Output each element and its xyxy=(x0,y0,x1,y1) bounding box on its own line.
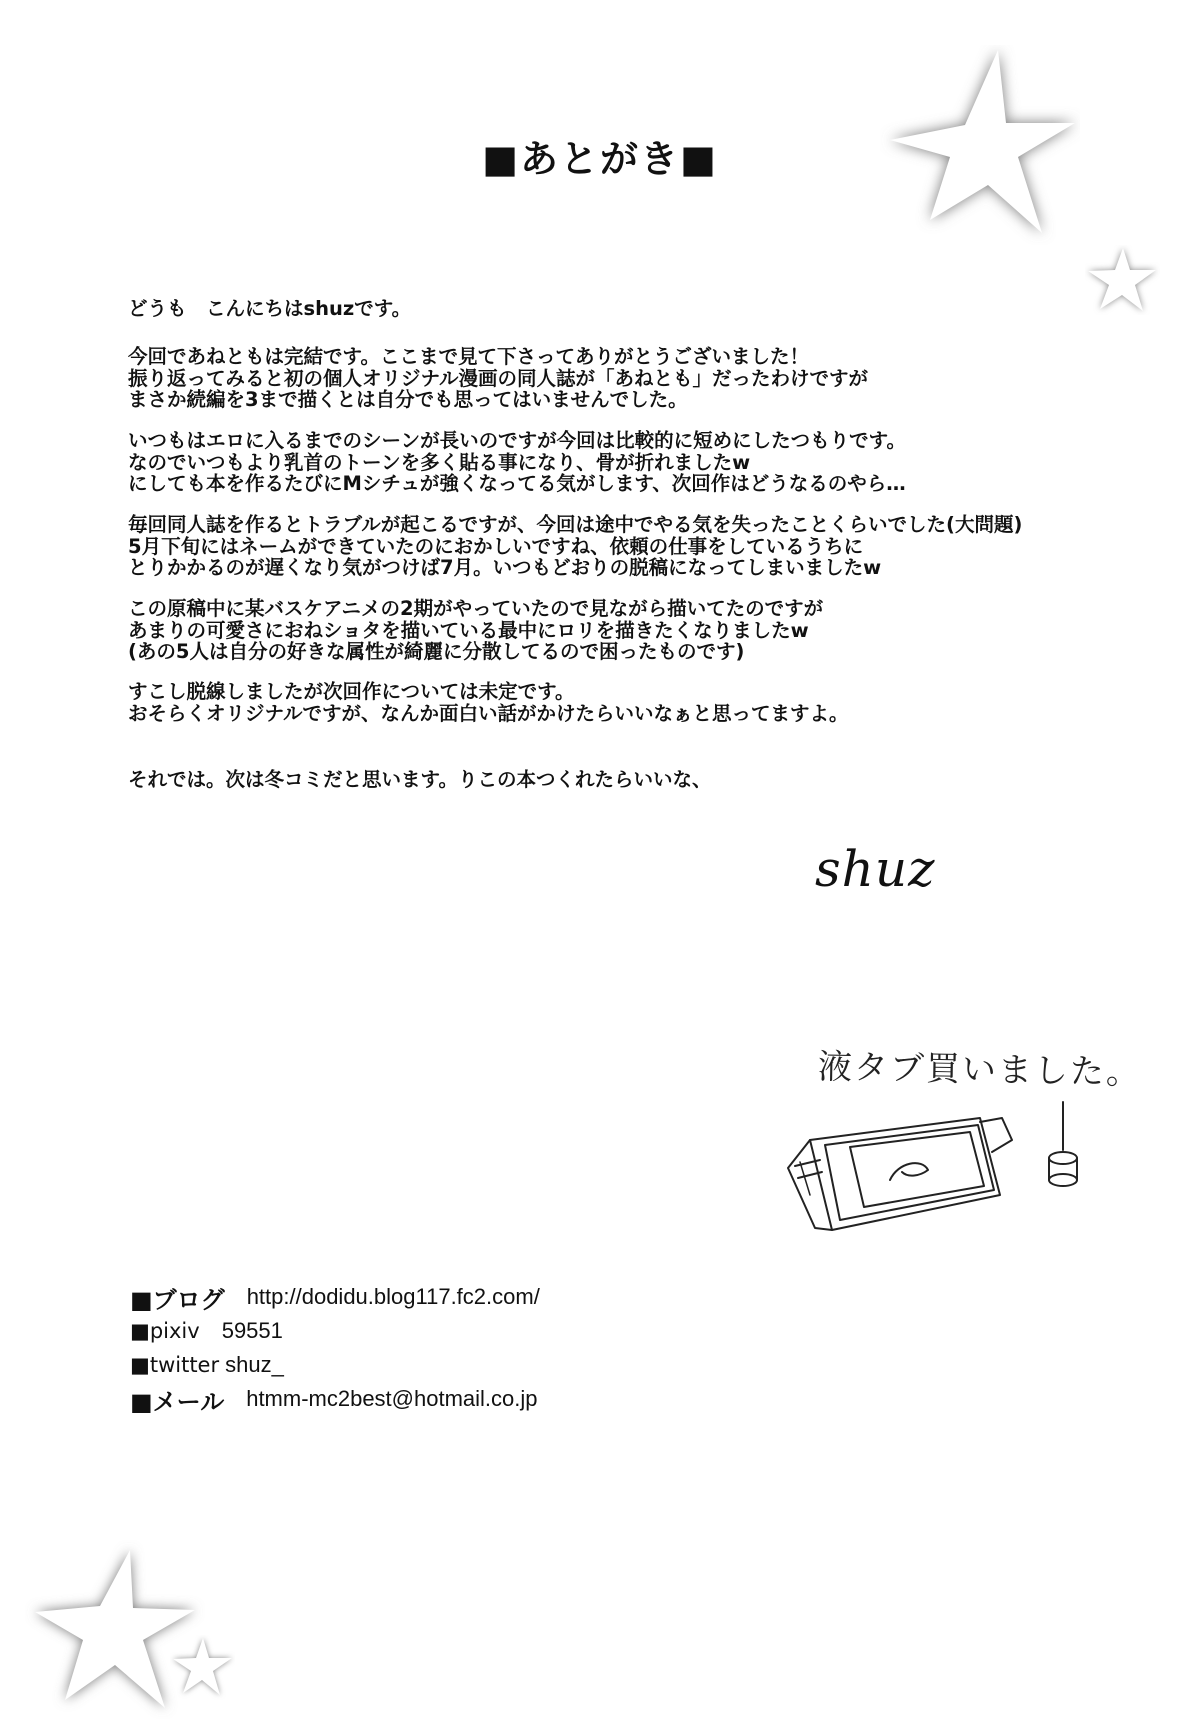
blog-url: http://dodidu.blog117.fc2.com/ xyxy=(246,1284,540,1309)
text-line: とりかかるのが遅くなり気がつけば7月。いつもどおりの脱稿になってしまいましたw xyxy=(128,556,882,579)
completion-paragraph xyxy=(128,346,1128,411)
text-line: 今回であねともは完結です。ここまで見て下さってありがとうございました！ xyxy=(128,345,809,368)
text-line: それでは。次は冬コミだと思います。りこの本つくれたらいいな、 xyxy=(128,768,712,791)
text-line: あまりの可愛さにおねショタを描いている最中にロリを描きたくなりましたw xyxy=(128,618,809,642)
text-line: 5月下旬にはネームができていたのにおかしいですね、依頼の仕事をしているうちに xyxy=(128,534,864,558)
scene-paragraph xyxy=(128,430,1128,495)
small-star-bottom-left-icon xyxy=(170,1635,235,1700)
contact-label: ■twitter xyxy=(130,1353,220,1377)
text-line: おそらくオリジナルですが、なんか面白い話がかけたらいいなぁと思ってますよ。 xyxy=(128,701,849,725)
author-signature: shuz xyxy=(815,840,936,898)
contact-label: ■pixiv xyxy=(130,1319,200,1343)
next-work-paragraph xyxy=(128,681,1128,724)
anime-paragraph xyxy=(128,598,1128,663)
pixiv-id: 59551 xyxy=(221,1318,283,1343)
greeting-paragraph xyxy=(128,298,1128,320)
text-line: 振り返ってみると初の個人オリジナル漫画の同人誌が「あねとも」だったわけですが xyxy=(128,366,869,390)
text-line: まさか続編を3まで描くとは自分でも思ってはいませんでした。 xyxy=(128,388,688,411)
text-line: 毎回同人誌を作るとトラブルが起こるですが、今回は途中でやる気を失ったことくらいでした(大問題) xyxy=(128,513,1023,536)
email-address: htmm-mc2best@hotmail.co.jp xyxy=(246,1386,538,1411)
contact-row-mail xyxy=(130,1382,540,1416)
contact-label: ■ブログ xyxy=(130,1285,225,1314)
page-title: ■あとがき■ xyxy=(482,137,718,181)
contact-list xyxy=(130,1280,540,1416)
twitter-handle: shuz_ xyxy=(225,1352,284,1377)
text-line: すこし脱線しましたが次回作については未定です。 xyxy=(128,680,575,703)
text-line: いつもはエロに入るまでのシーンが長いのですが今回は比較的に短めにしたつもりです。 xyxy=(128,429,907,452)
handwritten-note: 液タブ買いました。 xyxy=(817,1047,1143,1093)
contact-label: ■メール xyxy=(130,1387,225,1416)
text-line: なのでいつもより乳首のトーンを多く貼る事になり、骨が折れましたw xyxy=(128,450,751,474)
closing-paragraph xyxy=(128,769,1128,791)
trouble-paragraph xyxy=(128,514,1128,579)
contact-row-blog xyxy=(130,1280,540,1314)
text-line: この原稿中に某バスケアニメの2期がやっていたので見ながら描いてたのですが xyxy=(128,597,824,620)
contact-row-pixiv xyxy=(130,1314,540,1348)
pen-tablet-sketch-icon xyxy=(780,1100,1100,1240)
text-line: にしても本を作るたびにMシチュが強くなってる気がします、次回作はどうなるのやら… xyxy=(128,472,906,495)
text-line: どうも こんにちはshuzです。 xyxy=(128,297,412,320)
text-line: (あの5人は自分の好きな属性が綺麗に分散してるので困ったものです) xyxy=(128,640,745,663)
contact-row-twitter xyxy=(130,1348,540,1382)
